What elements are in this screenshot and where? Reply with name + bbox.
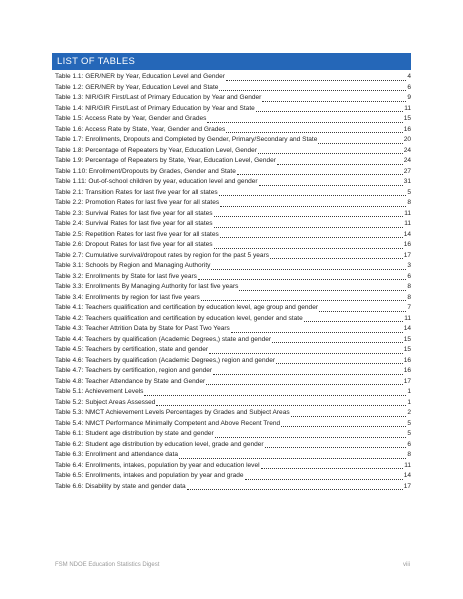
dot-leader bbox=[211, 269, 406, 270]
toc-entry-title[interactable]: Table 3.1: Schools by Region and Managing Authority bbox=[55, 262, 211, 269]
toc-entry-title[interactable]: Table 6.2: Student age distribution by education level, grade and gender bbox=[55, 440, 264, 448]
toc-entry-title[interactable]: Table 1.4: NIR/GIR First/Last of Primary Education by Year and State bbox=[55, 104, 255, 112]
dot-leader bbox=[304, 321, 403, 322]
toc-entry[interactable] bbox=[55, 93, 411, 104]
toc-entry[interactable] bbox=[55, 324, 411, 335]
toc-entry[interactable] bbox=[55, 366, 411, 377]
toc-entry-page-number[interactable]: 7 bbox=[407, 304, 411, 311]
toc-entry-title[interactable]: Table 6.5: Enrollments, intakes and population by year and grade bbox=[55, 472, 244, 479]
list-of-tables-header bbox=[52, 53, 411, 70]
dot-leader bbox=[226, 132, 402, 133]
toc-entry[interactable] bbox=[55, 146, 411, 157]
toc-entry[interactable] bbox=[55, 282, 411, 293]
toc-entry-page-number[interactable]: 16 bbox=[403, 125, 411, 133]
dot-leader bbox=[270, 258, 403, 259]
toc-entry-title[interactable]: Table 4.2: Teachers qualification and certification by education level, gender and state bbox=[55, 314, 303, 322]
dot-leader bbox=[237, 174, 403, 175]
toc-entry[interactable] bbox=[55, 240, 411, 251]
toc-entry[interactable] bbox=[55, 377, 411, 388]
toc-entry-page-number[interactable]: 8 bbox=[407, 199, 411, 206]
toc-entry-title[interactable]: Table 4.7: Teachers by certification, region and gender bbox=[55, 367, 213, 374]
toc-entry-page-number[interactable]: 17 bbox=[403, 377, 411, 385]
toc-entry-page-number[interactable]: 31 bbox=[403, 178, 411, 185]
dot-leader bbox=[201, 300, 407, 301]
dot-leader bbox=[214, 216, 404, 217]
toc-entry[interactable] bbox=[55, 471, 411, 482]
toc-entry-title[interactable]: Table 4.4: Teachers by qualification (Academic Degrees,) state and gender bbox=[55, 335, 272, 343]
toc-entry-page-number[interactable]: 17 bbox=[403, 251, 411, 259]
toc-entry[interactable] bbox=[55, 198, 411, 209]
toc-entry[interactable] bbox=[55, 72, 411, 83]
toc-entry[interactable] bbox=[55, 135, 411, 146]
dot-leader bbox=[277, 164, 403, 165]
toc-entry-title[interactable]: Table 6.3: Enrollment and attendance data bbox=[55, 451, 179, 458]
toc-entry-title[interactable]: Table 1.5: Access Rate by Year, Gender and Grades bbox=[55, 115, 207, 122]
toc-entry-title[interactable]: Table 4.1: Teachers qualification and certification by education level, age group and gender bbox=[55, 304, 319, 311]
dot-leader bbox=[276, 363, 403, 364]
toc-entry[interactable] bbox=[55, 345, 411, 356]
dot-leader bbox=[318, 143, 402, 144]
toc-entry-page-number[interactable]: 17 bbox=[403, 482, 411, 490]
toc-entry[interactable] bbox=[55, 356, 411, 367]
toc-entry-page-number[interactable]: 6 bbox=[407, 272, 411, 280]
toc-entry-page-number[interactable]: 20 bbox=[403, 136, 411, 143]
toc-entry-page-number[interactable]: 8 bbox=[407, 283, 411, 290]
toc-entry-title[interactable]: Table 5.3: NMCT Achievement Levels Percentages by Grades and Subject Areas bbox=[55, 409, 290, 416]
toc-entry-page-number[interactable]: 11 bbox=[404, 314, 411, 322]
footer-page-number: viii bbox=[403, 562, 410, 568]
toc-entry[interactable] bbox=[55, 461, 411, 472]
toc-entry[interactable] bbox=[55, 114, 411, 125]
toc-entry[interactable] bbox=[55, 429, 411, 440]
toc-entry-page-number[interactable]: 15 bbox=[403, 115, 411, 122]
toc-entry-title[interactable]: Table 4.6: Teachers by qualification (Academic Degrees,) region and gender bbox=[55, 356, 276, 364]
toc-entry[interactable] bbox=[55, 251, 411, 262]
dot-leader bbox=[231, 332, 403, 333]
dot-leader bbox=[319, 311, 406, 312]
toc-entry[interactable] bbox=[55, 167, 411, 178]
toc-entry-page-number[interactable]: 15 bbox=[403, 346, 411, 353]
toc-entry[interactable] bbox=[55, 209, 411, 220]
toc-entry-title[interactable]: Table 2.6: Dropout Rates for last five year for all states bbox=[55, 241, 213, 248]
dot-leader bbox=[259, 185, 403, 186]
toc-entry-title[interactable]: Table 4.8: Teacher Attendance by State and Gender bbox=[55, 377, 206, 385]
toc-entry-title[interactable]: Table 3.3: Enrollments By Managing Authority for last five years bbox=[55, 283, 239, 290]
toc-entry[interactable] bbox=[55, 188, 411, 199]
dot-leader bbox=[245, 479, 403, 480]
toc-entry-title[interactable]: Table 3.2: Enrollments by State for last five years bbox=[55, 272, 197, 280]
toc-entry[interactable] bbox=[55, 440, 411, 451]
toc-entry-title[interactable]: Table 2.2: Promotion Rates for last five year for all states bbox=[55, 199, 220, 206]
toc-entry-page-number[interactable]: 11 bbox=[404, 104, 411, 112]
toc-entry-page-number[interactable]: 9 bbox=[407, 94, 411, 101]
dot-leader bbox=[220, 206, 406, 207]
toc-entry[interactable] bbox=[55, 219, 411, 230]
toc-entry-title[interactable]: Table 4.5: Teachers by certification, state and gender bbox=[55, 346, 209, 353]
toc-entry-title[interactable]: Table 5.2: Subject Areas Assessed bbox=[55, 398, 156, 406]
toc-entry-page-number[interactable]: 2 bbox=[407, 409, 411, 416]
toc-entry[interactable] bbox=[55, 177, 411, 188]
dot-leader bbox=[214, 227, 404, 228]
toc-entry[interactable] bbox=[55, 261, 411, 272]
toc-entry-page-number[interactable]: 5 bbox=[407, 419, 411, 427]
toc-entry[interactable] bbox=[55, 387, 411, 398]
toc-entry-title[interactable]: Table 6.4: Enrollments, intakes, population by year and education level bbox=[55, 461, 260, 469]
dot-leader bbox=[219, 195, 407, 196]
dot-leader bbox=[187, 489, 403, 490]
toc-entry-page-number[interactable]: 14 bbox=[403, 230, 411, 238]
toc-entry-page-number[interactable]: 1 bbox=[407, 388, 411, 395]
dot-leader bbox=[272, 342, 403, 343]
toc-entry[interactable] bbox=[55, 482, 411, 493]
dot-leader bbox=[239, 290, 406, 291]
toc-entry-page-number[interactable]: 11 bbox=[404, 209, 411, 217]
toc-entry-title[interactable]: Table 1.7: Enrollments, Dropouts and Completed by Gender, Primary/Secondary and State bbox=[55, 136, 318, 143]
toc-entry[interactable] bbox=[55, 293, 411, 304]
toc-entry[interactable] bbox=[55, 272, 411, 283]
table-of-contents bbox=[55, 72, 411, 492]
toc-entry[interactable] bbox=[55, 335, 411, 346]
toc-entry-title[interactable]: Table 1.11: Out-of-school children by year, education level and gender bbox=[55, 178, 258, 185]
dot-leader bbox=[291, 416, 407, 417]
toc-entry-page-number[interactable]: 14 bbox=[403, 472, 411, 479]
toc-entry[interactable] bbox=[55, 83, 411, 94]
dot-leader bbox=[262, 101, 406, 102]
toc-entry[interactable] bbox=[55, 398, 411, 409]
toc-entry-page-number[interactable]: 24 bbox=[403, 157, 411, 164]
toc-entry-page-number[interactable]: 4 bbox=[407, 73, 411, 80]
toc-entry-title[interactable]: Table 2.7: Cumulative survival/dropout rates by region for the past 5 years bbox=[55, 251, 269, 259]
toc-entry[interactable] bbox=[55, 104, 411, 115]
toc-entry[interactable] bbox=[55, 303, 411, 314]
toc-entry-title[interactable]: Table 5.4: NMCT Performance Minimally Competent and Above Recent Trend bbox=[55, 419, 281, 427]
toc-entry[interactable] bbox=[55, 156, 411, 167]
toc-entry-title[interactable]: Table 1.10: Enrollment/Dropouts by Grades, Gender and State bbox=[55, 167, 236, 175]
dot-leader bbox=[156, 405, 406, 406]
toc-entry-title[interactable]: Table 2.1: Transition Rates for last five year for all states bbox=[55, 188, 218, 196]
toc-entry[interactable] bbox=[55, 450, 411, 461]
toc-entry-page-number[interactable]: 1 bbox=[407, 398, 411, 406]
dot-leader bbox=[179, 458, 406, 459]
toc-entry-page-number[interactable]: 24 bbox=[403, 146, 411, 154]
toc-entry-title[interactable]: Table 1.9: Percentage of Repeaters by State, Year, Education Level, Gender bbox=[55, 157, 276, 164]
dot-leader bbox=[144, 395, 406, 396]
dot-leader bbox=[220, 237, 403, 238]
dot-leader bbox=[256, 111, 403, 112]
toc-entry-page-number[interactable]: 15 bbox=[403, 335, 411, 343]
toc-entry[interactable] bbox=[55, 230, 411, 241]
toc-entry[interactable] bbox=[55, 125, 411, 136]
toc-entry[interactable] bbox=[55, 314, 411, 325]
toc-entry-title[interactable]: Table 1.6: Access Rate by State, Year, Gender and Grades bbox=[55, 125, 226, 133]
dot-leader bbox=[215, 437, 407, 438]
toc-entry-title[interactable]: Table 2.3: Survival Rates for last five year for all states bbox=[55, 209, 213, 217]
toc-entry-page-number[interactable]: 16 bbox=[403, 241, 411, 248]
footer-document-title: FSM NDOE Education Statistics Digest bbox=[55, 562, 160, 568]
toc-entry-page-number[interactable]: 3 bbox=[407, 262, 411, 269]
dot-leader bbox=[226, 80, 406, 81]
toc-entry-page-number[interactable]: 11 bbox=[404, 220, 411, 227]
toc-entry-page-number[interactable]: 16 bbox=[403, 356, 411, 364]
toc-entry[interactable] bbox=[55, 408, 411, 419]
toc-entry-page-number[interactable]: 8 bbox=[407, 451, 411, 458]
dot-leader bbox=[214, 248, 403, 249]
toc-entry-page-number[interactable]: 6 bbox=[407, 83, 411, 91]
toc-entry-title[interactable]: Table 1.1: GER/NER by Year, Education Level and Gender bbox=[55, 73, 225, 80]
dot-leader bbox=[213, 374, 403, 375]
toc-entry-title[interactable]: Table 3.4: Enrollments by region for last five years bbox=[55, 293, 200, 301]
dot-leader bbox=[219, 90, 406, 91]
toc-entry-page-number[interactable]: 16 bbox=[403, 367, 411, 374]
toc-entry-page-number[interactable]: 14 bbox=[403, 325, 411, 332]
dot-leader bbox=[207, 122, 402, 123]
toc-entry-page-number[interactable]: 11 bbox=[404, 461, 411, 469]
toc-entry-title[interactable]: Table 6.6: Disability by state and gender data bbox=[55, 482, 186, 490]
toc-entry-page-number[interactable]: 6 bbox=[407, 440, 411, 448]
dot-leader bbox=[198, 279, 406, 280]
dot-leader bbox=[265, 447, 407, 448]
toc-entry-page-number[interactable]: 5 bbox=[407, 188, 411, 196]
dot-leader bbox=[261, 468, 404, 469]
toc-entry-title[interactable]: Table 6.1: Student age distribution by state and gender bbox=[55, 430, 214, 437]
toc-entry-title[interactable]: Table 5.1: Achievement Levels bbox=[55, 388, 144, 395]
toc-entry-page-number[interactable]: 8 bbox=[407, 293, 411, 301]
toc-entry-title[interactable]: Table 2.4: Survival Rates for last five year for all states bbox=[55, 220, 213, 227]
toc-entry[interactable] bbox=[55, 419, 411, 430]
toc-entry-page-number[interactable]: 5 bbox=[407, 430, 411, 437]
toc-entry-title[interactable]: Table 4.3: Teacher Attrition Data by State for Past Two Years bbox=[55, 325, 230, 332]
toc-entry-title[interactable]: Table 1.8: Percentage of Repeaters by Year, Education Level, Gender bbox=[55, 146, 258, 154]
toc-entry-title[interactable]: Table 1.3: NIR/GIR First/Last of Primary Education by Year and Gender bbox=[55, 94, 262, 101]
toc-entry-title[interactable]: Table 1.2: GER/NER by Year, Education Level and State bbox=[55, 83, 219, 91]
dot-leader bbox=[281, 426, 406, 427]
toc-entry-page-number[interactable]: 27 bbox=[403, 167, 411, 175]
dot-leader bbox=[258, 153, 403, 154]
page-title: LIST OF TABLES bbox=[57, 56, 136, 67]
toc-entry-title[interactable]: Table 2.5: Repetition Rates for last five year for all states bbox=[55, 230, 219, 238]
dot-leader bbox=[206, 384, 403, 385]
dot-leader bbox=[209, 353, 403, 354]
